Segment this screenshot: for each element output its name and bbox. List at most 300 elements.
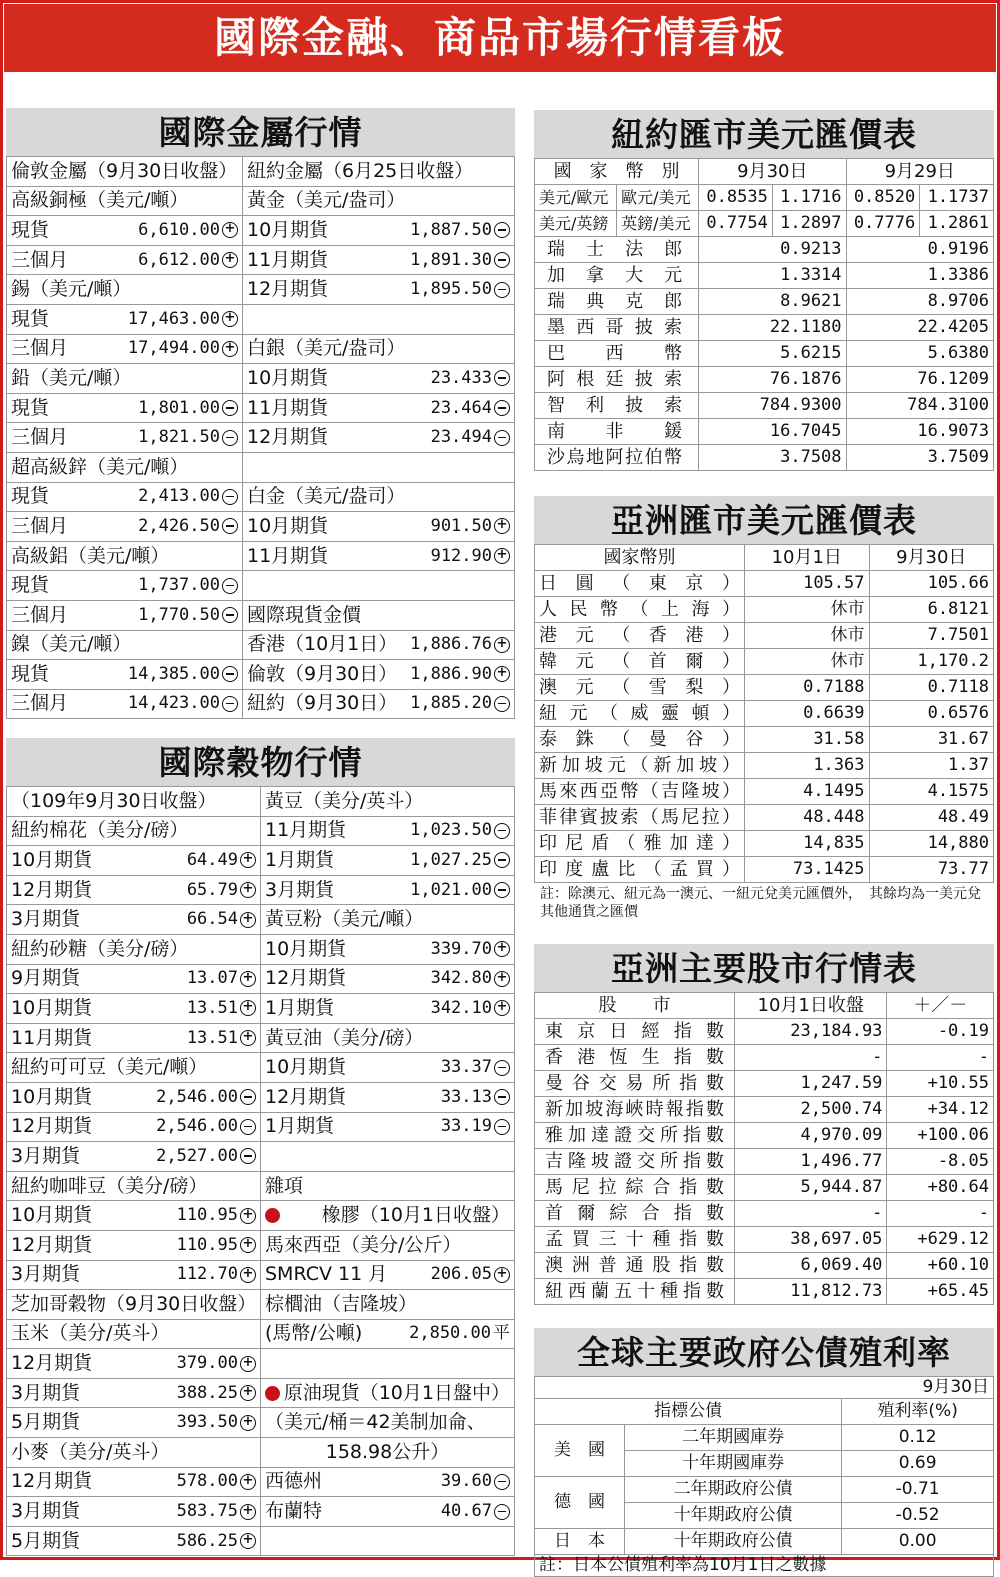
- grains-cell: [7, 1349, 261, 1379]
- grains-value: [187, 911, 256, 928]
- metals-value: [410, 695, 510, 712]
- grains-label: 12月期貨: [11, 1352, 93, 1375]
- grains-label: 9月期貨: [11, 967, 81, 990]
- grains-value: [177, 1355, 256, 1372]
- asiafx-value-0930: 0.6576: [869, 701, 994, 727]
- stocks-header-market: 股 市: [535, 993, 735, 1019]
- metals-cell: [7, 157, 243, 187]
- metals-cell: [7, 601, 243, 631]
- grains-cell: [7, 846, 261, 876]
- metals-cell: [7, 542, 243, 572]
- nyfx-value-0930: 5.6215: [699, 341, 846, 367]
- asiafx-row: [535, 571, 994, 597]
- metals-cell: [7, 512, 243, 542]
- stocks-index-name: 首爾綜合指數: [535, 1201, 735, 1227]
- grains-number: 578.00: [176, 1471, 238, 1492]
- grains-number: 33.19: [440, 1116, 492, 1137]
- up-mark-icon: [494, 548, 510, 564]
- up-mark-icon: [222, 341, 238, 357]
- bonds-note: 註：日本公債殖利率為10月1日之數據: [535, 1555, 994, 1577]
- up-mark-icon: [494, 1267, 510, 1283]
- grains-cell: [7, 876, 261, 906]
- metals-label: 鎳（美元/噸）: [11, 633, 132, 656]
- stocks-close-value: 23,184.93: [735, 1019, 887, 1045]
- up-mark-icon: [494, 971, 510, 987]
- nyfx-value-0930: 0.9213: [699, 237, 846, 263]
- metals-cell: [243, 453, 515, 483]
- metals-number: 17,494.00: [127, 338, 220, 359]
- nyfx-value-0929: 784.3100: [846, 393, 993, 419]
- grains-label: 橡膠（10月1日收盤）: [321, 1204, 510, 1227]
- nyfx-value-0930: 22.1180: [699, 315, 846, 341]
- nyfx-pair-cell: 1.1716: [772, 185, 846, 211]
- grains-label: 黃豆（美分/英斗）: [265, 789, 424, 812]
- down-mark-icon: [222, 696, 238, 712]
- grains-number: 393.50: [176, 1412, 238, 1433]
- stocks-table: [534, 992, 994, 1305]
- stocks-index-name: 吉隆坡證交所指數: [535, 1149, 735, 1175]
- nyfx-pair-cell: 1.2897: [772, 211, 846, 237]
- bonds-row: [535, 1425, 994, 1451]
- metals-number: 2,413.00: [138, 486, 220, 507]
- asiafx-row: [535, 779, 994, 805]
- stocks-change-value: +629.12: [887, 1227, 994, 1253]
- up-mark-icon: [222, 222, 238, 238]
- up-mark-icon: [240, 852, 256, 868]
- metals-label: 現貨: [11, 396, 50, 419]
- metals-label: 11月期貨: [247, 544, 329, 567]
- asiafx-header-date1: 10月1日: [745, 545, 870, 571]
- nyfx-value-0929: 1.3386: [846, 263, 993, 289]
- grains-value: [431, 1266, 510, 1283]
- metals-number: 1,737.00: [138, 575, 220, 596]
- up-mark-icon: [240, 1385, 256, 1401]
- nyfx-value-0929: 76.1209: [846, 367, 993, 393]
- down-mark-icon: [222, 518, 238, 534]
- stocks-row: [535, 1253, 994, 1279]
- nyfx-currency: 巴西幣: [535, 341, 699, 367]
- metals-cell: [7, 690, 243, 720]
- grains-value: [156, 1145, 256, 1166]
- metals-cell: [243, 364, 515, 394]
- metals-cell: [243, 246, 515, 276]
- metals-panel: [6, 108, 515, 719]
- grains-value: [176, 1382, 256, 1403]
- metals-cell: [243, 305, 515, 335]
- bonds-yield: 0.12: [842, 1425, 994, 1451]
- bonds-panel: [534, 1328, 994, 1577]
- metals-table: [6, 156, 515, 719]
- asiafx-table: [534, 544, 994, 883]
- grains-cell: [7, 1290, 261, 1320]
- grains-cell: [7, 1142, 261, 1172]
- metals-value: [138, 488, 238, 505]
- grains-label: 12月期貨: [265, 1085, 347, 1108]
- grains-label: 12月期貨: [11, 1233, 93, 1256]
- grains-cell: [7, 1201, 261, 1231]
- grains-label: 10月期貨: [11, 1085, 93, 1108]
- grains-cell: [261, 1201, 515, 1231]
- metals-cell: [243, 690, 515, 720]
- page-banner: 國際金融、商品市場行情看板: [4, 4, 996, 72]
- stocks-change-value: -8.05: [887, 1149, 994, 1175]
- up-mark-icon: [240, 1533, 256, 1549]
- up-mark-icon: [240, 1415, 256, 1431]
- stocks-change-value: -0.19: [887, 1019, 994, 1045]
- nyfx-value-0929: 5.6380: [846, 341, 993, 367]
- grains-label: 棕櫚油（吉隆坡）: [265, 1292, 418, 1315]
- metals-number: 1,801.00: [138, 397, 220, 418]
- asiafx-currency: 人民幣（上海）: [535, 597, 745, 623]
- metals-value: [138, 515, 238, 536]
- bonds-row: [535, 1529, 994, 1555]
- grains-label: 5月期貨: [11, 1529, 81, 1552]
- grains-label: 10月期貨: [11, 996, 93, 1019]
- stocks-row: [535, 1149, 994, 1175]
- down-mark-icon: [240, 1089, 256, 1105]
- asiafx-currency: 菲律賓披索（馬尼拉）: [535, 805, 745, 831]
- asiafx-value-1001: 73.1425: [745, 857, 870, 883]
- grains-label: （美元/桶＝42美制加侖、: [265, 1411, 486, 1434]
- metals-value: [128, 695, 238, 712]
- stocks-index-name: 澳洲普通股指數: [535, 1253, 735, 1279]
- grains-label: 布蘭特: [265, 1500, 323, 1523]
- bonds-name: 十年期國庫券: [625, 1451, 842, 1477]
- metals-value: [138, 604, 238, 625]
- asiafx-row: [535, 857, 994, 883]
- grains-label: 小麥（美分/英斗）: [11, 1440, 170, 1463]
- nyfx-value-0930: 3.7508: [699, 445, 846, 471]
- metals-label: 三個月: [11, 248, 69, 271]
- grains-value: [410, 822, 510, 839]
- asiafx-header-date2: 9月30日: [869, 545, 994, 571]
- grains-number: 1,023.50: [410, 820, 492, 841]
- grains-label: 10月期貨: [265, 1056, 347, 1079]
- grains-cell: [261, 965, 515, 995]
- grains-table: [6, 786, 515, 1556]
- stocks-header-close: 10月1日收盤: [735, 993, 887, 1019]
- metals-number: 1,821.50: [138, 427, 220, 448]
- up-mark-icon: [222, 311, 238, 327]
- stocks-change-value: +10.55: [887, 1071, 994, 1097]
- grains-cell: [261, 905, 515, 935]
- grains-cell: [7, 1024, 261, 1054]
- stocks-close-value: 1,496.77: [735, 1149, 887, 1175]
- nyfx-title: 紐約匯市美元匯價表: [534, 110, 994, 158]
- metals-label: 現貨: [11, 307, 50, 330]
- grains-cell: [261, 846, 515, 876]
- asiafx-row: [535, 623, 994, 649]
- down-mark-icon: [240, 1148, 256, 1164]
- stocks-close-value: 38,697.05: [735, 1227, 887, 1253]
- asiafx-row: [535, 727, 994, 753]
- stocks-close-value: 2,500.74: [735, 1097, 887, 1123]
- metals-cell: [243, 571, 515, 601]
- asiafx-value-0930: 7.7501: [869, 623, 994, 649]
- stocks-close-value: -: [735, 1045, 887, 1071]
- down-mark-icon: [494, 400, 510, 416]
- grains-value: [176, 1234, 256, 1255]
- metals-label: 10月期貨: [247, 514, 329, 537]
- metals-label: 三個月: [11, 337, 69, 360]
- down-mark-icon: [494, 823, 510, 839]
- grains-cell: [261, 1142, 515, 1172]
- down-mark-icon: [494, 852, 510, 868]
- grains-label: 馬來西亞（美分/公斤）: [265, 1233, 462, 1256]
- metals-cell: [7, 394, 243, 424]
- grains-label: 雜項: [265, 1174, 304, 1197]
- up-mark-icon: [240, 912, 256, 928]
- grains-cell: [7, 1468, 261, 1498]
- grains-label: 1月期貨: [265, 1115, 335, 1138]
- metals-cell: [7, 631, 243, 661]
- grains-value: [441, 1059, 510, 1076]
- metals-label: 12月期貨: [247, 426, 329, 449]
- stocks-title: 亞洲主要股市行情表: [534, 944, 994, 992]
- grains-cell: [261, 1053, 515, 1083]
- grains-label: 5月期貨: [11, 1411, 81, 1434]
- grains-number: 583.75: [176, 1501, 238, 1522]
- bonds-date: 9月30日: [535, 1377, 994, 1399]
- down-mark-icon: [494, 882, 510, 898]
- grains-cell: [261, 787, 515, 817]
- grains-cell: [261, 1468, 515, 1498]
- metals-label: 白銀（美元/盎司）: [247, 337, 406, 360]
- nyfx-row: [535, 341, 994, 367]
- stocks-index-name: 馬尼拉綜合指數: [535, 1175, 735, 1201]
- grains-value: [177, 1266, 256, 1283]
- metals-cell: [7, 660, 243, 690]
- stocks-close-value: 6,069.40: [735, 1253, 887, 1279]
- asiafx-value-0930: 48.49: [869, 805, 994, 831]
- grains-cell: [261, 1320, 515, 1350]
- asiafx-row: [535, 805, 994, 831]
- grains-number: 13.51: [186, 1027, 238, 1048]
- grains-cell: [261, 876, 515, 906]
- stocks-close-value: 1,247.59: [735, 1071, 887, 1097]
- grains-value: [186, 849, 256, 870]
- stocks-index-name: 雅加達證交所指數: [535, 1123, 735, 1149]
- grains-value: [440, 1086, 510, 1107]
- grains-cell: [7, 787, 261, 817]
- grains-label: 12月期貨: [265, 967, 347, 990]
- metals-cell: [243, 601, 515, 631]
- down-mark-icon: [494, 370, 510, 386]
- grains-number: 1,021.00: [410, 879, 492, 900]
- grains-value: [177, 1473, 256, 1490]
- grains-number: 33.13: [440, 1086, 492, 1107]
- metals-number: 23.433: [430, 367, 492, 388]
- grains-cell: [7, 1172, 261, 1202]
- grains-cell: [7, 994, 261, 1024]
- grains-label: 芝加哥穀物（9月30日收盤）: [11, 1292, 257, 1315]
- down-mark-icon: [494, 1504, 510, 1520]
- grains-cell: [261, 1527, 515, 1557]
- grains-value: [431, 970, 510, 987]
- asiafx-value-1001: 14,835: [745, 831, 870, 857]
- metals-number: 901.50: [430, 515, 492, 536]
- grains-label: 3月期貨: [265, 878, 335, 901]
- stocks-close-value: 4,970.09: [735, 1123, 887, 1149]
- stocks-row: [535, 1227, 994, 1253]
- grains-value: [409, 1325, 510, 1342]
- nyfx-value-0929: 16.9073: [846, 419, 993, 445]
- nyfx-pair-cell: 0.8535: [699, 185, 773, 211]
- asiafx-value-1001: 休市: [745, 597, 870, 623]
- asiafx-value-1001: 休市: [745, 623, 870, 649]
- metals-value: [410, 219, 510, 240]
- grains-label: 3月期貨: [11, 1381, 81, 1404]
- asiafx-panel: [534, 496, 994, 923]
- up-mark-icon: [240, 1208, 256, 1224]
- metals-label: 三個月: [11, 514, 69, 537]
- grains-value: [186, 1027, 256, 1048]
- nyfx-row: [535, 419, 994, 445]
- metals-cell: [243, 542, 515, 572]
- up-mark-icon: [240, 1474, 256, 1490]
- asiafx-row: [535, 701, 994, 727]
- metals-label: 高級鋁（美元/噸）: [11, 544, 170, 567]
- grains-value: [441, 1473, 510, 1490]
- metals-label: 倫敦金屬（9月30日收盤）: [11, 159, 238, 182]
- bonds-header-bond: 指標公債: [535, 1399, 842, 1425]
- nyfx-header-row: [535, 159, 994, 185]
- bonds-header-row: [535, 1399, 994, 1425]
- asiafx-row: [535, 831, 994, 857]
- grains-number: 388.25: [176, 1382, 238, 1403]
- bonds-table: [534, 1376, 994, 1577]
- metals-label: 現貨: [11, 218, 50, 241]
- stocks-index-name: 新加坡海峽時報指數: [535, 1097, 735, 1123]
- nyfx-table: [534, 158, 994, 471]
- metals-value: [430, 367, 510, 388]
- metals-number: 6,610.00: [138, 219, 220, 240]
- grains-cell: [7, 905, 261, 935]
- asiafx-value-0930: 105.66: [869, 571, 994, 597]
- metals-number: 1,895.50: [410, 279, 492, 300]
- metals-number: 1,891.30: [410, 249, 492, 270]
- stocks-row: [535, 1175, 994, 1201]
- grains-label: 1月期貨: [265, 848, 335, 871]
- grains-value: [430, 997, 510, 1018]
- nyfx-pair-cell: 0.8520: [846, 185, 920, 211]
- grains-cell: [7, 1497, 261, 1527]
- asiafx-header-row: [535, 545, 994, 571]
- stocks-row: [535, 1123, 994, 1149]
- asiafx-value-0930: 14,880: [869, 831, 994, 857]
- asiafx-currency: 日圓（東京）: [535, 571, 745, 597]
- nyfx-value-0930: 16.7045: [699, 419, 846, 445]
- down-mark-icon: [222, 578, 238, 594]
- nyfx-currency: 瑞典克郎: [535, 289, 699, 315]
- bonds-name: 十年期政府公債: [625, 1503, 842, 1529]
- metals-label: 鉛（美元/噸）: [11, 366, 132, 389]
- down-mark-icon: [494, 696, 510, 712]
- asiafx-row: [535, 597, 994, 623]
- nyfx-value-0930: 8.9621: [699, 289, 846, 315]
- grains-number: 586.25: [176, 1530, 238, 1551]
- grains-cell: [261, 1261, 515, 1291]
- grains-cell: [261, 1113, 515, 1143]
- grains-cell: [7, 817, 261, 847]
- grains-value: [441, 1503, 510, 1520]
- bonds-country: 日 本: [535, 1529, 625, 1555]
- metals-label: 10月期貨: [247, 366, 329, 389]
- asiafx-currency: 馬來西亞幣（吉隆坡）: [535, 779, 745, 805]
- grains-cell: [7, 1261, 261, 1291]
- asiafx-value-1001: 31.58: [745, 727, 870, 753]
- grains-label: 紐約棉花（美分/磅）: [11, 819, 189, 842]
- up-mark-icon: [240, 1000, 256, 1016]
- nyfx-header-country: 國 家 幣 別: [535, 159, 699, 185]
- metals-number: 23.464: [430, 397, 492, 418]
- grains-cell: [7, 935, 261, 965]
- grains-label: 3月期貨: [11, 1263, 81, 1286]
- up-mark-icon: [494, 637, 510, 653]
- asiafx-value-1001: 1.363: [745, 753, 870, 779]
- up-mark-icon: [240, 1237, 256, 1253]
- grains-value: [410, 849, 510, 870]
- grains-cell: [261, 1379, 515, 1409]
- bonds-note-row: [535, 1555, 994, 1577]
- grains-number: 66.54: [186, 909, 238, 930]
- nyfx-pair-cell: 0.7776: [846, 211, 920, 237]
- grains-cell: [7, 1527, 261, 1557]
- grains-number: 13.07: [186, 968, 238, 989]
- grains-number: 206.05: [430, 1264, 492, 1285]
- grains-number: 2,850.00: [409, 1323, 491, 1344]
- metals-cell: [243, 335, 515, 365]
- up-mark-icon: [240, 971, 256, 987]
- down-mark-icon: [494, 1089, 510, 1105]
- metals-value: [127, 308, 238, 329]
- up-mark-icon: [240, 1504, 256, 1520]
- metals-label: 12月期貨: [247, 278, 329, 301]
- nyfx-row: [535, 315, 994, 341]
- bonds-yield: 0.69: [842, 1451, 994, 1477]
- metals-cell: [243, 394, 515, 424]
- grains-label: SMRCV 11 月: [265, 1263, 388, 1286]
- asiafx-row: [535, 675, 994, 701]
- bonds-date-row: [535, 1377, 994, 1399]
- grains-value: [156, 1118, 256, 1135]
- grains-cell: [7, 1408, 261, 1438]
- bonds-header-yield: 殖利率(%): [842, 1399, 994, 1425]
- asiafx-note: 註：除澳元、紐元為一澳元、一紐元兌美元匯價外， 其餘均為一美元兌其他通貨之匯價: [540, 886, 981, 920]
- asiafx-value-0930: 4.1575: [869, 779, 994, 805]
- down-mark-icon: [494, 1119, 510, 1135]
- metals-cell: [243, 660, 515, 690]
- grains-cell: [7, 1231, 261, 1261]
- metals-cell: [243, 157, 515, 187]
- metals-label: 國際現貨金價: [247, 603, 362, 626]
- grains-label: 158.98公升）: [325, 1440, 450, 1463]
- grains-label: 3月期貨: [11, 908, 81, 931]
- grains-cell: [7, 1320, 261, 1350]
- metals-label: 11月期貨: [247, 396, 329, 419]
- down-mark-icon: [494, 1060, 510, 1076]
- grains-number: 33.37: [440, 1057, 492, 1078]
- metals-label: 香港（10月1日）: [247, 633, 398, 656]
- nyfx-pair-cell: 1.2861: [920, 211, 994, 237]
- nyfx-currency: 智利披索: [535, 393, 699, 419]
- grains-label: 1月期貨: [265, 996, 335, 1019]
- bonds-yield: -0.52: [842, 1503, 994, 1529]
- metals-cell: [243, 423, 515, 453]
- asiafx-value-1001: 4.1495: [745, 779, 870, 805]
- asiafx-value-0930: 6.8121: [869, 597, 994, 623]
- metals-number: 1,885.20: [410, 693, 492, 714]
